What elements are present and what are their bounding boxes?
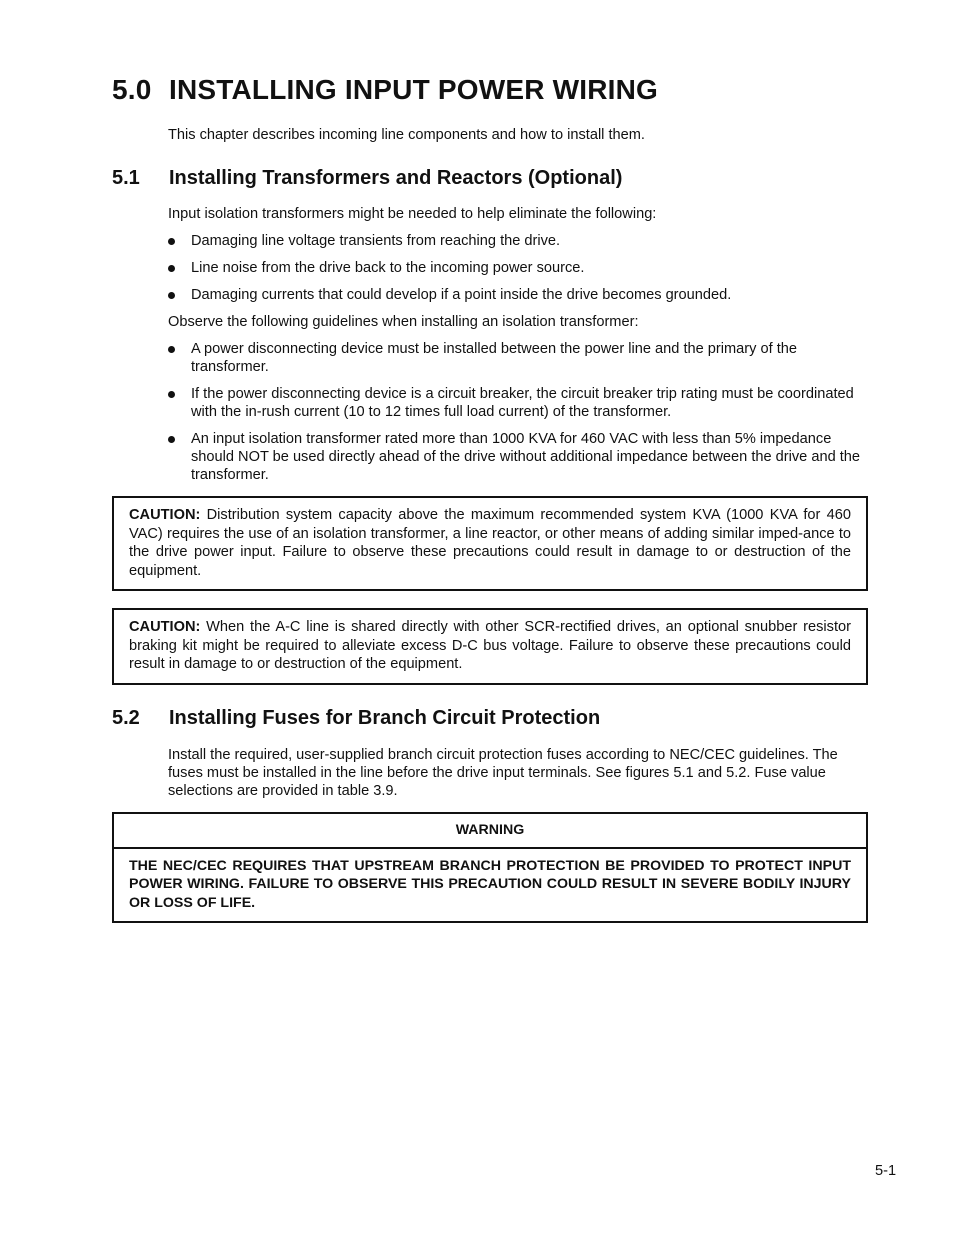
chapter-title xyxy=(112,74,658,106)
section-5-1-intro: Input isolation transformers might be needed to help eliminate the following: xyxy=(168,206,657,222)
caution-text: When the A-C line is shared directly with other SCR-rectified drives, an optional snubber resistor braking kit might be required to alleviate excess D-C bus voltage. Failure to observe these precautions could result in damage to or destruction of the equipment. xyxy=(129,619,851,672)
section-title-text: Installing Transformers and Reactors (Optional) xyxy=(169,167,623,189)
caution-label: CAUTION: xyxy=(129,619,201,635)
caution-box xyxy=(112,608,868,685)
caution-body xyxy=(114,498,866,589)
list-item xyxy=(168,430,863,484)
bullet-icon xyxy=(168,346,175,353)
list-item-text: If the power disconnecting device is a circuit breaker, the circuit breaker trip rating must be coordinated with the in-rush current (10 to 12 times full load current) of the transformer. xyxy=(191,386,854,420)
page-number: 5-1 xyxy=(875,1163,897,1179)
bullet-icon xyxy=(168,292,175,299)
list-item-text: Damaging line voltage transients from reaching the drive. xyxy=(191,233,561,249)
caution-text: Distribution system capacity above the maximum recommended system KVA (1000 KVA for 460 VAC) requires the use of an isolation transformer, a line reactor, or other means of adding similar imped-ance to the drive power input. Failure to observe these precautions could result in damage to or destruction of the equipment. xyxy=(129,507,851,579)
bullet-icon xyxy=(168,436,175,443)
guidelines-intro: Observe the following guidelines when installing an isolation transformer: xyxy=(168,314,639,330)
section-5-2-body: Install the required, user-supplied branch circuit protection fuses according to NEC/CEC guidelines. The fuses must be installed in the line before the drive input terminals. See figures 5.1 and 5.2. Fuse value selections are provided in table 3.9. xyxy=(168,747,838,799)
chapter-intro: This chapter describes incoming line components and how to install them. xyxy=(168,127,645,143)
list-item xyxy=(168,286,863,304)
chapter-number: 5.0 xyxy=(112,74,152,105)
caution-body xyxy=(114,610,866,683)
section-5-2-title xyxy=(112,707,600,730)
list-item xyxy=(168,232,863,250)
caution-box xyxy=(112,496,868,591)
warning-box xyxy=(112,812,868,923)
section-number: 5.1 xyxy=(112,167,140,189)
list-item xyxy=(168,385,863,421)
list-item-text: An input isolation transformer rated more than 1000 KVA for 460 VAC with less than 5% impedance should NOT be used directly ahead of the drive without additional impedance between the drive and the transformer. xyxy=(191,431,861,483)
list-item-text: Line noise from the drive back to the incoming power source. xyxy=(191,260,585,276)
bullet-icon xyxy=(168,238,175,245)
chapter-title-text: INSTALLING INPUT POWER WIRING xyxy=(169,74,659,105)
section-5-1-title xyxy=(112,167,622,190)
bullet-icon xyxy=(168,265,175,272)
list-item xyxy=(168,340,863,376)
warning-text: THE NEC/CEC REQUIRES THAT UPSTREAM BRANCH PROTECTION BE PROVIDED TO PROTECT INPUT POWER WIRING. FAILURE TO OBSERVE THIS PRECAUTION COULD RESULT IN SEVERE BODILY INJURY OR LOSS OF LIFE. xyxy=(129,857,851,911)
list-item xyxy=(168,259,863,277)
warning-heading: WARNING xyxy=(114,814,866,849)
list-item-text: A power disconnecting device must be installed between the power line and the primary of the transformer. xyxy=(191,341,797,375)
list-item-text: Damaging currents that could develop if a point inside the drive becomes grounded. xyxy=(191,287,732,303)
section-title-text: Installing Fuses for Branch Circuit Protection xyxy=(169,707,601,729)
section-number: 5.2 xyxy=(112,707,140,729)
caution-label: CAUTION: xyxy=(129,507,201,523)
bullet-icon xyxy=(168,391,175,398)
